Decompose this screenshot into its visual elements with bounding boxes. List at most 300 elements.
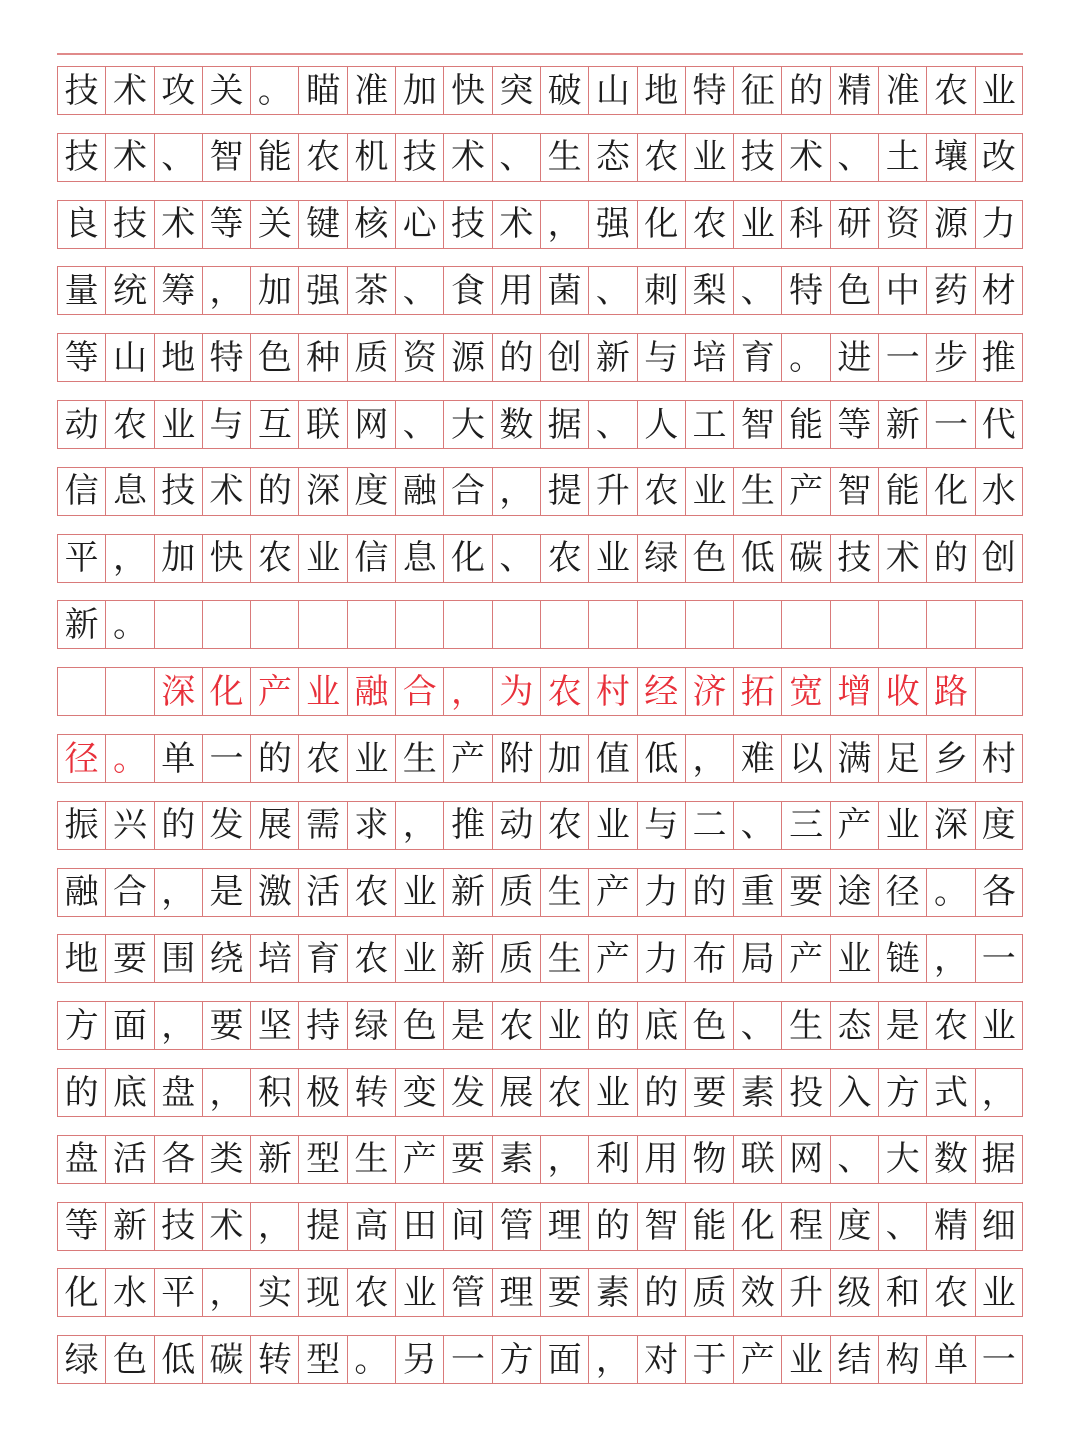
grid-cell: 新 (588, 334, 636, 381)
grid-cell: 用 (637, 1136, 685, 1183)
grid-cell: 业 (975, 1002, 1023, 1049)
grid-cell (540, 601, 588, 648)
grid-cell: 准 (878, 67, 926, 114)
grid-cell: 智 (830, 468, 878, 515)
grid-cell: 动 (57, 401, 105, 448)
grid-cell: 是 (443, 1002, 491, 1049)
grid-cell: 振 (57, 802, 105, 849)
grid-cell: 色 (685, 1002, 733, 1049)
grid-cell: 精 (830, 67, 878, 114)
grid-cell: 度 (975, 802, 1023, 849)
grid-cell: 农 (347, 1269, 395, 1316)
grid-cell: 突 (492, 67, 540, 114)
grid-cell: 值 (588, 735, 636, 782)
grid-cell: 加 (395, 67, 443, 114)
grid-cell: 的 (57, 1069, 105, 1116)
grid-cell: 乡 (926, 735, 974, 782)
grid-cell: 转 (347, 1069, 395, 1116)
grid-cell: 统 (105, 267, 153, 314)
grid-cell: 极 (298, 1069, 346, 1116)
grid-cell: ， (202, 267, 250, 314)
grid-cell: 推 (975, 334, 1023, 381)
grid-cell: 平 (154, 1269, 202, 1316)
grid-cell: 术 (202, 468, 250, 515)
grid-cell: 面 (540, 1336, 588, 1383)
grid-cell: 方 (57, 1002, 105, 1049)
grid-cell: 活 (105, 1136, 153, 1183)
grid-cell: 术 (443, 134, 491, 181)
grid-cell: 科 (781, 201, 829, 248)
grid-cell: 类 (202, 1136, 250, 1183)
grid-cell: 以 (781, 735, 829, 782)
grid-cell: 土 (878, 134, 926, 181)
grid-cell: 态 (830, 1002, 878, 1049)
grid-cell: 增 (830, 668, 878, 715)
grid-cell: 展 (492, 1069, 540, 1116)
grid-cell: 结 (830, 1336, 878, 1383)
grid-cell: ， (202, 1269, 250, 1316)
grid-cell: 强 (298, 267, 346, 314)
grid-cell: 、 (733, 1002, 781, 1049)
grid-cell: 利 (588, 1136, 636, 1183)
grid-cell: 技 (830, 535, 878, 582)
grid-cell: 术 (878, 535, 926, 582)
grid-cell: 升 (781, 1269, 829, 1316)
grid-cell: 强 (588, 201, 636, 248)
grid-cell: 、 (733, 267, 781, 314)
grid-cell: 、 (733, 802, 781, 849)
grid-cell: 持 (298, 1002, 346, 1049)
grid-cell: 绿 (347, 1002, 395, 1049)
grid-cell: 创 (540, 334, 588, 381)
grid-cell: 的 (250, 735, 298, 782)
grid-cell: 产 (588, 935, 636, 982)
grid-cell: 技 (443, 201, 491, 248)
grid-cell: 用 (492, 267, 540, 314)
grid-cell: 精 (926, 1203, 974, 1250)
grid-cell: 特 (781, 267, 829, 314)
grid-cell: 色 (830, 267, 878, 314)
grid-cell: 源 (443, 334, 491, 381)
grid-cell (878, 601, 926, 648)
grid-cell: 技 (154, 468, 202, 515)
grid-cell: 的 (781, 67, 829, 114)
grid-cell: 方 (878, 1069, 926, 1116)
grid-cell: 息 (395, 535, 443, 582)
grid-cell (105, 668, 153, 715)
grid-cell: 、 (588, 401, 636, 448)
grid-cell: 特 (202, 334, 250, 381)
text-line (57, 1135, 1023, 1184)
grid-cell: 机 (347, 134, 395, 181)
grid-cell: 发 (202, 802, 250, 849)
grid-cell: 底 (105, 1069, 153, 1116)
grid-cell: 布 (685, 935, 733, 982)
grid-cell: 业 (540, 1002, 588, 1049)
grid-cell: 需 (298, 802, 346, 849)
grid-cell: 农 (347, 935, 395, 982)
grid-cell: 、 (395, 267, 443, 314)
grid-cell: 合 (443, 468, 491, 515)
grid-cell: 单 (926, 1336, 974, 1383)
grid-cell: ， (540, 1136, 588, 1183)
grid-cell: 食 (443, 267, 491, 314)
grid-cell (685, 601, 733, 648)
text-line (57, 600, 1023, 649)
grid-cell: 创 (975, 535, 1023, 582)
grid-cell: 代 (975, 401, 1023, 448)
grid-cell: 。 (781, 334, 829, 381)
grid-cell: 低 (733, 535, 781, 582)
grid-cell: 网 (781, 1136, 829, 1183)
grid-cell: 生 (540, 134, 588, 181)
grid-cell: ， (975, 1069, 1023, 1116)
grid-cell: 特 (685, 67, 733, 114)
grid-cell: 产 (781, 468, 829, 515)
grid-cell: 关 (250, 201, 298, 248)
grid-cell: 能 (781, 401, 829, 448)
grid-cell (588, 601, 636, 648)
grid-cell: 技 (733, 134, 781, 181)
grid-cell: ， (443, 668, 491, 715)
grid-cell: 于 (685, 1336, 733, 1383)
grid-cell: 等 (57, 334, 105, 381)
grid-cell: 化 (57, 1269, 105, 1316)
grid-cell: 合 (105, 869, 153, 916)
grid-cell: 化 (202, 668, 250, 715)
grid-cell: ， (685, 735, 733, 782)
grid-cell: 新 (250, 1136, 298, 1183)
grid-cell: 农 (492, 1002, 540, 1049)
grid-cell: 新 (443, 869, 491, 916)
grid-cell: 态 (588, 134, 636, 181)
grid-cell: 生 (540, 935, 588, 982)
grid-cell: 人 (637, 401, 685, 448)
grid-cell: 业 (395, 935, 443, 982)
grid-cell: 山 (105, 334, 153, 381)
grid-cell (830, 601, 878, 648)
grid-cell: 农 (298, 134, 346, 181)
grid-cell: 产 (781, 935, 829, 982)
grid-cell (492, 601, 540, 648)
grid-cell: ， (588, 1336, 636, 1383)
grid-cell: 生 (395, 735, 443, 782)
grid-cell: 农 (637, 134, 685, 181)
grid-cell: 要 (202, 1002, 250, 1049)
grid-cell: 。 (926, 869, 974, 916)
grid-cell (975, 601, 1023, 648)
grid-cell: 量 (57, 267, 105, 314)
grid-cell: 农 (540, 1069, 588, 1116)
grid-cell: 加 (540, 735, 588, 782)
grid-cell: 升 (588, 468, 636, 515)
grid-cell: 能 (878, 468, 926, 515)
grid-cell: ， (250, 1203, 298, 1250)
grid-cell: 现 (298, 1269, 346, 1316)
grid-cell: 步 (926, 334, 974, 381)
grid-cell: ， (202, 1069, 250, 1116)
grid-cell: 细 (975, 1203, 1023, 1250)
grid-cell: 网 (347, 401, 395, 448)
grid-cell: 转 (250, 1336, 298, 1383)
grid-cell: 产 (443, 735, 491, 782)
grid-cell: 新 (878, 401, 926, 448)
grid-cell: 物 (685, 1136, 733, 1183)
grid-cell: 山 (588, 67, 636, 114)
grid-cell: 智 (733, 401, 781, 448)
grid-cell: 信 (347, 535, 395, 582)
grid-cell: 智 (637, 1203, 685, 1250)
grid-cell: 素 (492, 1136, 540, 1183)
grid-cell (202, 601, 250, 648)
grid-cell: 盘 (154, 1069, 202, 1116)
grid-cell: 中 (878, 267, 926, 314)
grid-cell: 研 (830, 201, 878, 248)
grid-cell: 业 (588, 802, 636, 849)
grid-cell (781, 601, 829, 648)
grid-cell: 另 (395, 1336, 443, 1383)
grid-cell: 等 (202, 201, 250, 248)
grid-cell: 的 (154, 802, 202, 849)
grid-cell: 足 (878, 735, 926, 782)
grid-cell: 业 (588, 535, 636, 582)
grid-cell: 据 (975, 1136, 1023, 1183)
grid-cell: 要 (443, 1136, 491, 1183)
grid-cell: 径 (57, 735, 105, 782)
grid-cell: 术 (781, 134, 829, 181)
grid-cell: 方 (492, 1336, 540, 1383)
grid-cell: 等 (830, 401, 878, 448)
grid-cell: 。 (347, 1336, 395, 1383)
text-line (57, 133, 1023, 182)
grid-cell: 面 (105, 1002, 153, 1049)
grid-cell (347, 601, 395, 648)
grid-cell: 关 (202, 67, 250, 114)
grid-cell: ， (926, 935, 974, 982)
grid-cell: 的 (926, 535, 974, 582)
grid-cell: 兴 (105, 802, 153, 849)
grid-cell: 互 (250, 401, 298, 448)
grid-cell: 色 (105, 1336, 153, 1383)
grid-cell: 绿 (637, 535, 685, 582)
grid-cell: 筹 (154, 267, 202, 314)
grid-cell: 加 (154, 535, 202, 582)
text-line (57, 1068, 1023, 1117)
grid-cell: 绕 (202, 935, 250, 982)
grid-cell: 深 (298, 468, 346, 515)
grid-cell: 变 (395, 1069, 443, 1116)
grid-cell: 径 (878, 869, 926, 916)
grid-cell: 技 (154, 1203, 202, 1250)
grid-cell: 征 (733, 67, 781, 114)
grid-cell: 农 (926, 67, 974, 114)
grid-cell: 理 (492, 1269, 540, 1316)
text-line (57, 734, 1023, 783)
grid-cell: 、 (154, 134, 202, 181)
grid-cell: 、 (492, 134, 540, 181)
grid-cell: 要 (105, 935, 153, 982)
grid-cell: 二 (685, 802, 733, 849)
grid-cell: 低 (637, 735, 685, 782)
grid-cell: 路 (926, 668, 974, 715)
grid-cell: ， (154, 1002, 202, 1049)
grid-cell: 术 (202, 1203, 250, 1250)
grid-cell: 、 (830, 134, 878, 181)
grid-cell: 快 (202, 535, 250, 582)
grid-cell: 级 (830, 1269, 878, 1316)
grid-cell: 农 (347, 869, 395, 916)
grid-cell: 菌 (540, 267, 588, 314)
grid-cell: 效 (733, 1269, 781, 1316)
grid-cell: 材 (975, 267, 1023, 314)
grid-cell: 管 (443, 1269, 491, 1316)
grid-cell: 新 (57, 601, 105, 648)
grid-cell: 。 (250, 67, 298, 114)
grid-cell: 质 (347, 334, 395, 381)
grid-cell: 求 (347, 802, 395, 849)
grid-cell: 素 (733, 1069, 781, 1116)
grid-cell: 瞄 (298, 67, 346, 114)
grid-cell: 的 (685, 869, 733, 916)
grid-cell: 投 (781, 1069, 829, 1116)
grid-cell: 间 (443, 1203, 491, 1250)
text-line (57, 1202, 1023, 1251)
grid-cell: 动 (492, 802, 540, 849)
grid-cell: 的 (637, 1069, 685, 1116)
grid-cell: 息 (105, 468, 153, 515)
grid-cell: 质 (685, 1269, 733, 1316)
text-line (57, 1335, 1023, 1384)
grid-cell: 等 (57, 1203, 105, 1250)
grid-cell: 色 (685, 535, 733, 582)
grid-cell: 化 (443, 535, 491, 582)
grid-cell: 键 (298, 201, 346, 248)
grid-cell: 色 (395, 1002, 443, 1049)
grid-cell: 农 (540, 668, 588, 715)
grid-cell: 术 (105, 67, 153, 114)
grid-cell: 融 (347, 668, 395, 715)
grid-cell (57, 668, 105, 715)
grid-cell: 改 (975, 134, 1023, 181)
grid-cell: ， (540, 201, 588, 248)
grid-cell: 的 (588, 1203, 636, 1250)
grid-cell: 农 (540, 535, 588, 582)
grid-cell: 心 (395, 201, 443, 248)
grid-cell: 攻 (154, 67, 202, 114)
grid-cell: 化 (926, 468, 974, 515)
grid-cell: 业 (298, 535, 346, 582)
grid-cell: 链 (878, 935, 926, 982)
grid-cell: 联 (298, 401, 346, 448)
grid-cell: 对 (637, 1336, 685, 1383)
grid-cell (298, 601, 346, 648)
grid-cell: 盘 (57, 1136, 105, 1183)
grid-cell: 提 (298, 1203, 346, 1250)
grid-cell: 刺 (637, 267, 685, 314)
grid-cell: 工 (685, 401, 733, 448)
grid-cell: 业 (588, 1069, 636, 1116)
grid-cell: 新 (105, 1203, 153, 1250)
grid-cell: 田 (395, 1203, 443, 1250)
grid-cell: 一 (975, 935, 1023, 982)
grid-cell: 技 (57, 134, 105, 181)
grid-cell: 业 (298, 668, 346, 715)
grid-cell: 业 (975, 1269, 1023, 1316)
grid-cell: 业 (685, 134, 733, 181)
grid-cell: 构 (878, 1336, 926, 1383)
grid-cell: 业 (830, 935, 878, 982)
text-line (57, 667, 1023, 716)
grid-cell: 与 (202, 401, 250, 448)
grid-cell: 农 (250, 535, 298, 582)
grid-cell: 融 (57, 869, 105, 916)
grid-cell: 、 (588, 267, 636, 314)
grid-cell: 产 (830, 802, 878, 849)
grid-cell: 大 (443, 401, 491, 448)
grid-cell: 收 (878, 668, 926, 715)
grid-cell: 高 (347, 1203, 395, 1250)
grid-cell: 积 (250, 1069, 298, 1116)
grid-cell: 难 (733, 735, 781, 782)
grid-cell: 快 (443, 67, 491, 114)
text-line (57, 266, 1023, 315)
grid-cell: 种 (298, 334, 346, 381)
grid-cell: 、 (878, 1203, 926, 1250)
text-line (57, 1268, 1023, 1317)
grid-cell: 重 (733, 869, 781, 916)
grid-cell: 生 (781, 1002, 829, 1049)
grid-cell: 是 (202, 869, 250, 916)
grid-cell: 培 (685, 334, 733, 381)
grid-cell: 资 (878, 201, 926, 248)
grid-cell: 联 (733, 1136, 781, 1183)
grid-cell: 围 (154, 935, 202, 982)
grid-cell: 业 (781, 1336, 829, 1383)
grid-cell: 地 (57, 935, 105, 982)
grid-cell: 技 (57, 67, 105, 114)
grid-cell: 底 (637, 1002, 685, 1049)
grid-cell: ， (492, 468, 540, 515)
grid-cell: 、 (395, 401, 443, 448)
grid-cell: 水 (975, 468, 1023, 515)
grid-cell: 理 (540, 1203, 588, 1250)
grid-cell: 化 (637, 201, 685, 248)
grid-cell: 活 (298, 869, 346, 916)
grid-cell: 碳 (781, 535, 829, 582)
grid-cell: 育 (298, 935, 346, 982)
grid-cell: 生 (540, 869, 588, 916)
grid-cell: 智 (202, 134, 250, 181)
grid-cell: 附 (492, 735, 540, 782)
grid-cell: 三 (781, 802, 829, 849)
grid-cell: 据 (540, 401, 588, 448)
grid-cell: 融 (395, 468, 443, 515)
grid-cell: 要 (540, 1269, 588, 1316)
grid-cell: 培 (250, 935, 298, 982)
grid-cell: 村 (975, 735, 1023, 782)
grid-cell: 业 (878, 802, 926, 849)
grid-cell: 茶 (347, 267, 395, 314)
grid-cell: 业 (395, 869, 443, 916)
grid-cell (637, 601, 685, 648)
grid-cell: 式 (926, 1069, 974, 1116)
grid-cell: 术 (105, 134, 153, 181)
grid-cell: 各 (975, 869, 1023, 916)
grid-cell: 梨 (685, 267, 733, 314)
grid-cell: 度 (347, 468, 395, 515)
grid-cell: 数 (926, 1136, 974, 1183)
grid-cell: 产 (588, 869, 636, 916)
